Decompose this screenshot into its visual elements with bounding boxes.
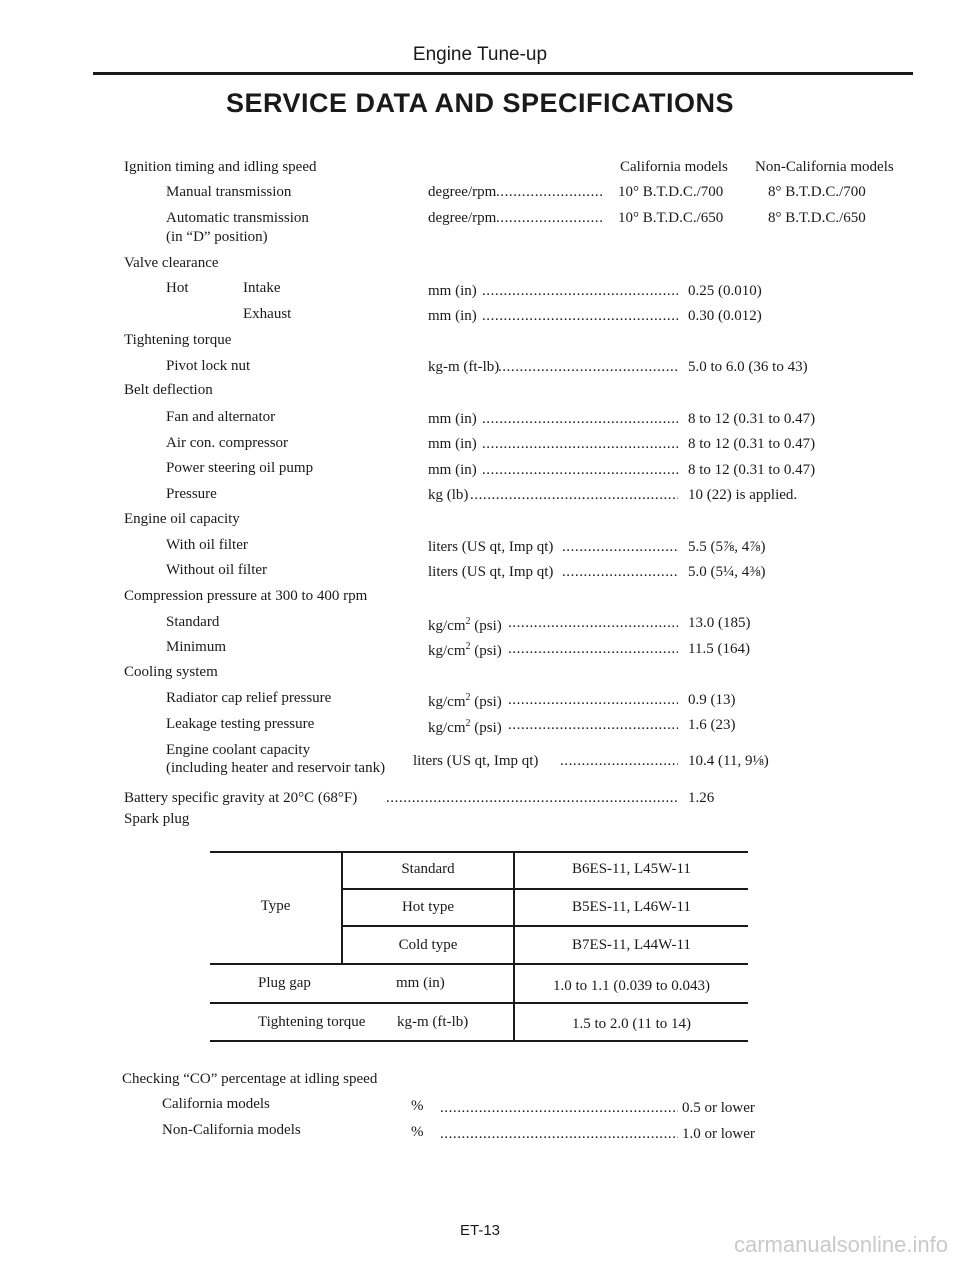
ignition-label: Ignition timing and idling speed (124, 159, 317, 175)
compression-minimum-unit: $kg/cm^2$ (psi) (428, 641, 502, 659)
type-label: Type (260, 898, 291, 914)
co-noncalifornia-value: 1.0 or lower (682, 1126, 755, 1142)
spark-label: Spark plug (124, 811, 190, 827)
manual-california: 10° B.T.D.C./700 (618, 184, 724, 200)
exhaust-value: 0.30 (0.012) (688, 308, 762, 324)
col-california-header: California models (620, 159, 728, 175)
compression-standard-label: Standard (166, 614, 220, 630)
dot-leader (470, 486, 678, 504)
dot-leader (482, 461, 678, 479)
manual-label: Manual transmission (166, 184, 292, 200)
plug-gap-value: 1.0 to 1.1 (0.039 to 0.043) (552, 978, 711, 994)
table-rule-bottom (210, 1040, 748, 1042)
coolant-value: 10.4 (11, 9⅛) (688, 753, 769, 769)
intake-unit: mm (in) (428, 283, 477, 299)
oil-label: Engine oil capacity (124, 511, 240, 527)
pivot-unit: kg-m (ft-lb) (428, 359, 500, 375)
intake-value: 0.25 (0.010) (688, 283, 762, 299)
cold-type-label: Cold type (398, 937, 458, 953)
hot-type-value: B5ES-11, L46W-11 (572, 899, 691, 915)
table-rule (210, 1002, 748, 1004)
automatic-california: 10° B.T.D.C./650 (618, 210, 724, 226)
automatic-noncalifornia: 8° B.T.D.C./650 (768, 210, 866, 226)
plug-torque-label: Tightening torque (258, 1014, 366, 1030)
without-filter-unit: liters (US qt, Imp qt) (428, 564, 554, 580)
automatic-label: Automatic transmission (166, 210, 309, 226)
belt-label: Belt deflection (124, 382, 213, 398)
without-filter-label: Without oil filter (166, 562, 268, 578)
dot-leader (482, 282, 678, 300)
co-noncalifornia-unit: % (411, 1124, 424, 1140)
with-filter-label: With oil filter (166, 537, 248, 553)
plug-gap-unit: mm (in) (396, 975, 445, 991)
dot-leader (498, 358, 678, 376)
plug-torque-unit: kg-m (ft-lb) (397, 1014, 469, 1030)
with-filter-unit: liters (US qt, Imp qt) (428, 539, 554, 555)
plug-gap-label: Plug gap (258, 975, 311, 991)
table-rule (341, 925, 748, 927)
fan-unit: mm (in) (428, 411, 477, 427)
radiator-unit: $kg/cm^2$ (psi) (428, 692, 502, 710)
steering-label: Power steering oil pump (166, 460, 314, 476)
dot-leader (562, 563, 678, 581)
automatic-unit: degree/rpm (428, 210, 497, 226)
compression-standard-value: 13.0 (185) (688, 615, 751, 631)
co-california-label: California models (162, 1096, 270, 1112)
compression-standard-unit: $kg/cm^2$ (psi) (428, 616, 502, 634)
fan-label: Fan and alternator (166, 409, 276, 425)
table-rule-top (210, 851, 748, 853)
fan-value: 8 to 12 (0.31 to 0.47) (688, 411, 816, 427)
dot-leader (508, 716, 678, 734)
dot-leader (482, 435, 678, 453)
header-rule (93, 72, 913, 75)
watermark: carmanualsonline.info (733, 1232, 948, 1257)
pivot-label: Pivot lock nut (166, 358, 251, 374)
coolant-label-2: (including heater and reservoir tank) (166, 760, 386, 776)
valve-label: Valve clearance (124, 255, 219, 271)
exhaust-unit: mm (in) (428, 308, 477, 324)
dot-leader (508, 640, 678, 658)
radiator-label: Radiator cap relief pressure (166, 690, 332, 706)
steering-value: 8 to 12 (0.31 to 0.47) (688, 462, 816, 478)
leakage-value: 1.6 (23) (688, 717, 736, 733)
dot-leader (508, 691, 678, 709)
page-number: ET-13 (459, 1222, 501, 1239)
pressure-label: Pressure (166, 486, 217, 502)
dot-leader (508, 614, 678, 632)
co-label: Checking “CO” percentage at idling speed (122, 1071, 378, 1087)
co-noncalifornia-label: Non-California models (162, 1122, 301, 1138)
standard-value: B6ES-11, L45W-11 (572, 861, 691, 877)
cooling-label: Cooling system (124, 664, 218, 680)
exhaust-label: Exhaust (243, 306, 292, 322)
compression-minimum-label: Minimum (166, 639, 227, 655)
battery-label: Battery specific gravity at 20°C (68°F) (124, 790, 358, 806)
with-filter-value: 5.5 (5⅞, 4⅞) (688, 539, 766, 555)
battery-value: 1.26 (688, 790, 715, 806)
running-header: Engine Tune-up (412, 44, 548, 65)
aircon-unit: mm (in) (428, 436, 477, 452)
dot-leader (560, 752, 678, 770)
without-filter-value: 5.0 (5¼, 4⅜) (688, 564, 766, 580)
aircon-label: Air con. compressor (166, 435, 289, 451)
col-noncalifornia-header: Non-California models (755, 159, 894, 175)
pivot-value: 5.0 to 6.0 (36 to 43) (688, 359, 808, 375)
coolant-unit: liters (US qt, Imp qt) (413, 753, 539, 769)
dot-leader (496, 183, 604, 201)
valve-hot-label: Hot (166, 280, 189, 296)
steering-unit: mm (in) (428, 462, 477, 478)
pressure-unit: kg (lb) (428, 487, 469, 503)
pressure-value: 10 (22) is applied. (688, 487, 798, 503)
manual-unit: degree/rpm (428, 184, 497, 200)
co-california-value: 0.5 or lower (682, 1100, 755, 1116)
coolant-label: Engine coolant capacity (166, 742, 311, 758)
page-title: SERVICE DATA AND SPECIFICATIONS (225, 88, 735, 118)
intake-label: Intake (243, 280, 281, 296)
table-rule (210, 963, 748, 965)
aircon-value: 8 to 12 (0.31 to 0.47) (688, 436, 816, 452)
leakage-label: Leakage testing pressure (166, 716, 315, 732)
dot-leader (440, 1099, 678, 1117)
dot-leader (482, 410, 678, 428)
cold-type-value: B7ES-11, L44W-11 (572, 937, 691, 953)
dot-leader (496, 209, 604, 227)
dot-leader (482, 307, 678, 325)
automatic-label-2: (in “D” position) (166, 229, 268, 245)
compression-label: Compression pressure at 300 to 400 rpm (124, 588, 368, 604)
standard-label: Standard (401, 861, 455, 877)
table-rule (341, 888, 748, 890)
compression-minimum-value: 11.5 (164) (688, 641, 750, 657)
radiator-value: 0.9 (13) (688, 692, 736, 708)
leakage-unit: $kg/cm^2$ (psi) (428, 718, 502, 736)
plug-torque-value: 1.5 to 2.0 (11 to 14) (571, 1016, 692, 1032)
dot-leader (440, 1125, 678, 1143)
torque-label: Tightening torque (124, 332, 232, 348)
dot-leader (386, 789, 678, 807)
hot-type-label: Hot type (401, 899, 455, 915)
manual-noncalifornia: 8° B.T.D.C./700 (768, 184, 866, 200)
dot-leader (562, 538, 678, 556)
co-california-unit: % (411, 1098, 424, 1114)
